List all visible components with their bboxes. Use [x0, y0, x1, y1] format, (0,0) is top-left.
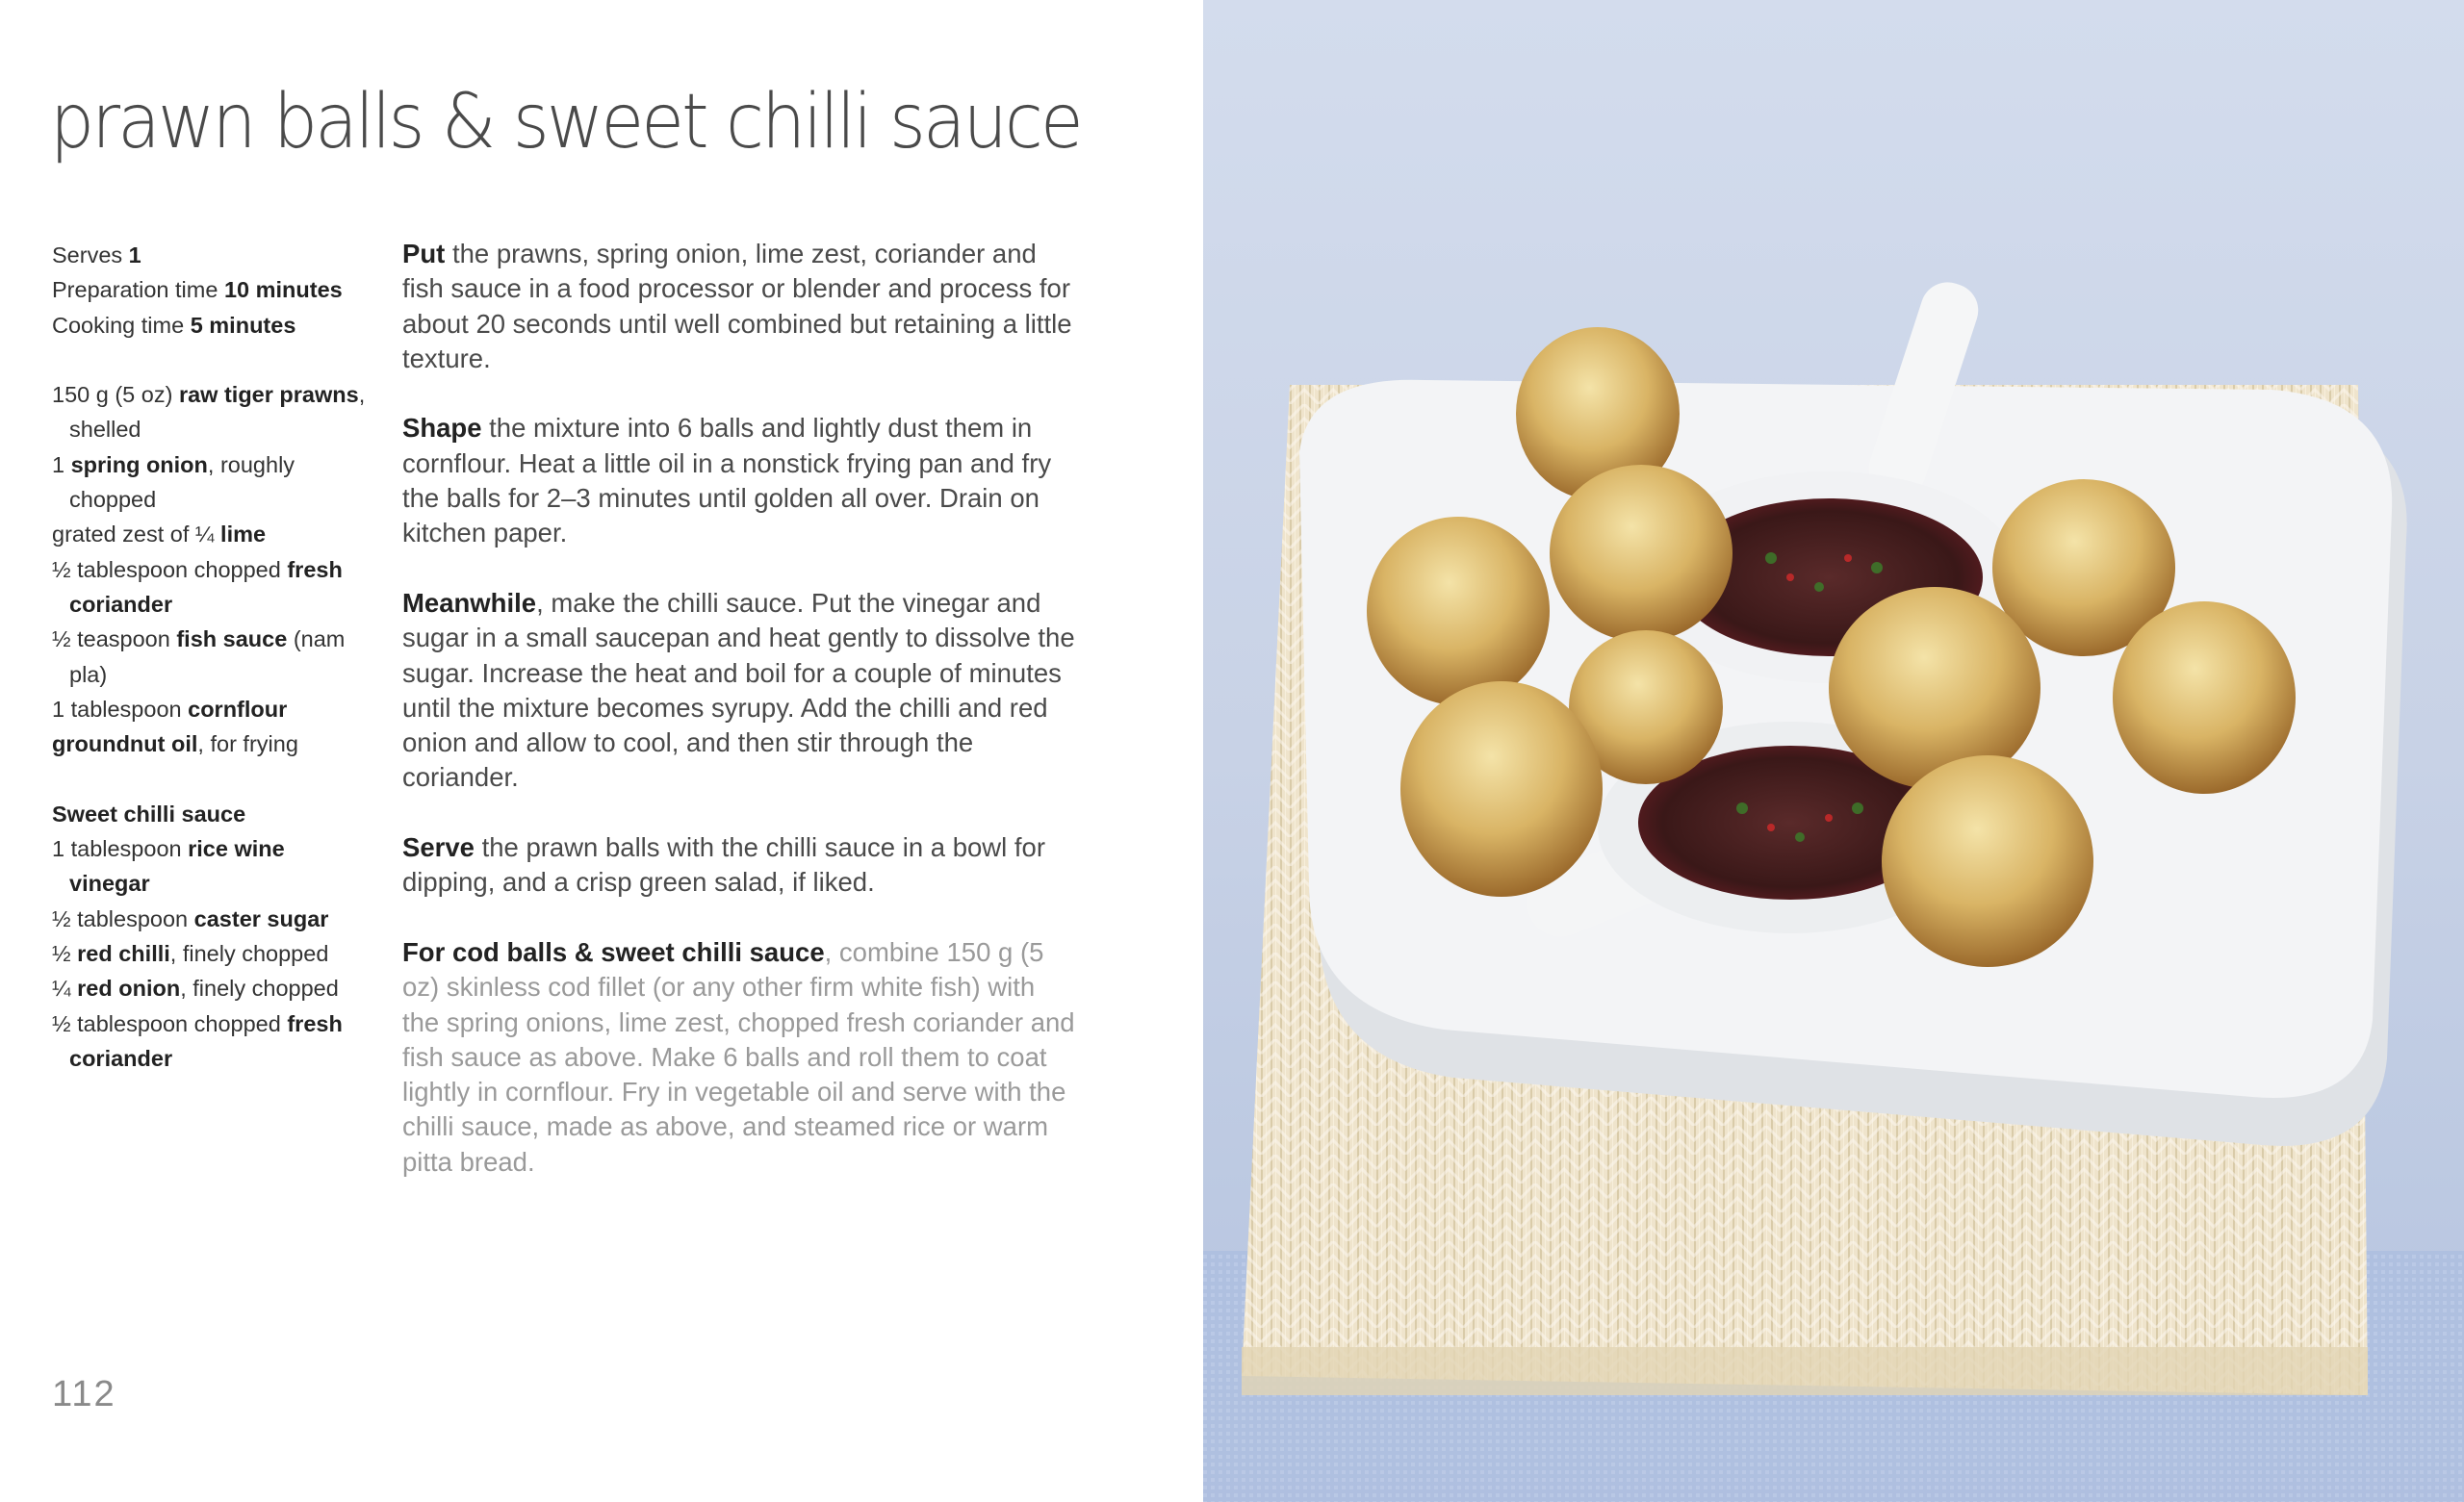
recipe-title: prawn balls & sweet chilli sauce — [50, 79, 1081, 165]
sauce-ingredient-item: ½ tablespoon caster sugar — [52, 905, 329, 931]
meta-label: Serves — [52, 242, 129, 267]
ingredient-item: 1 spring onion, roughly chopped — [52, 451, 295, 513]
ingredient-item: 150 g (5 oz) raw tiger prawns, shelled — [52, 382, 366, 443]
ingredient-item: 1 tablespoon cornflour — [52, 696, 288, 722]
sauce-ingredient-item: ½ red chilli, finely chopped — [52, 940, 329, 966]
ingredient-item: grated zest of ¼ lime — [52, 522, 267, 547]
variation-note: For cod balls & sweet chilli sauce, combine 150 g (5 oz) skinless cod fillet (or any other firm white fish) with the spring onions, lime zest, chopped fresh coriander and fish sauce as above. Make 6 balls and roll them to coat lightly in cornflour. Fry in vegetable oil and serve with the chilli sauce, made as above, and steamed rice or warm pitta bread. — [402, 936, 1075, 1177]
method-step: Meanwhile, make the chilli sauce. Put the vinegar and sugar in a small saucepan and heat gently to dissolve the sugar. Increase the heat and boil for a couple of minutes until the mixture becomes syrupy. Add the chilli and red onion and allow to cool, and then stir through the coriander. — [402, 587, 1075, 793]
method-column — [402, 237, 1076, 1214]
food-photo — [1203, 0, 2464, 1502]
cook-time-line — [52, 308, 370, 343]
method-step: Put the prawns, spring onion, lime zest, coriander and fish sauce in a food processor or blender and process for about 20 seconds until well combined but retaining a little texture. — [402, 239, 1072, 373]
meta-value: 1 — [128, 242, 141, 267]
method-step: Serve the prawn balls with the chilli sauce in a bowl for dipping, and a crisp green salad, if liked. — [402, 832, 1046, 898]
method-step: Shape the mixture into 6 balls and lightly dust them in cornflour. Heat a little oil in a nonstick frying pan and fry the balls for 2–3 minutes until golden all over. Drain on kitchen paper. — [402, 413, 1052, 548]
recipe-page — [0, 0, 1203, 1502]
meta-value: 10 minutes — [223, 277, 343, 303]
sauce-heading: Sweet chilli sauce — [52, 801, 246, 827]
prep-time-line — [52, 272, 370, 307]
ingredients-column — [52, 238, 370, 1076]
ingredient-item: ½ tablespoon chopped fresh coriander — [52, 556, 343, 617]
page-number: 112 — [52, 1374, 116, 1414]
meta-label: Cooking time — [52, 312, 191, 338]
ingredient-item: ½ teaspoon fish sauce (nam pla) — [52, 626, 346, 687]
sauce-ingredient-item: ½ tablespoon chopped fresh coriander — [52, 1010, 343, 1071]
sauce-ingredient-item: 1 tablespoon rice wine vinegar — [52, 836, 285, 897]
serves-line — [52, 238, 370, 272]
sauce-ingredient-item: ¼ red onion, finely chopped — [52, 976, 339, 1002]
ingredient-item: groundnut oil, for frying — [52, 731, 298, 757]
meta-label: Preparation time — [52, 277, 224, 303]
meta-value: 5 minutes — [190, 312, 296, 338]
